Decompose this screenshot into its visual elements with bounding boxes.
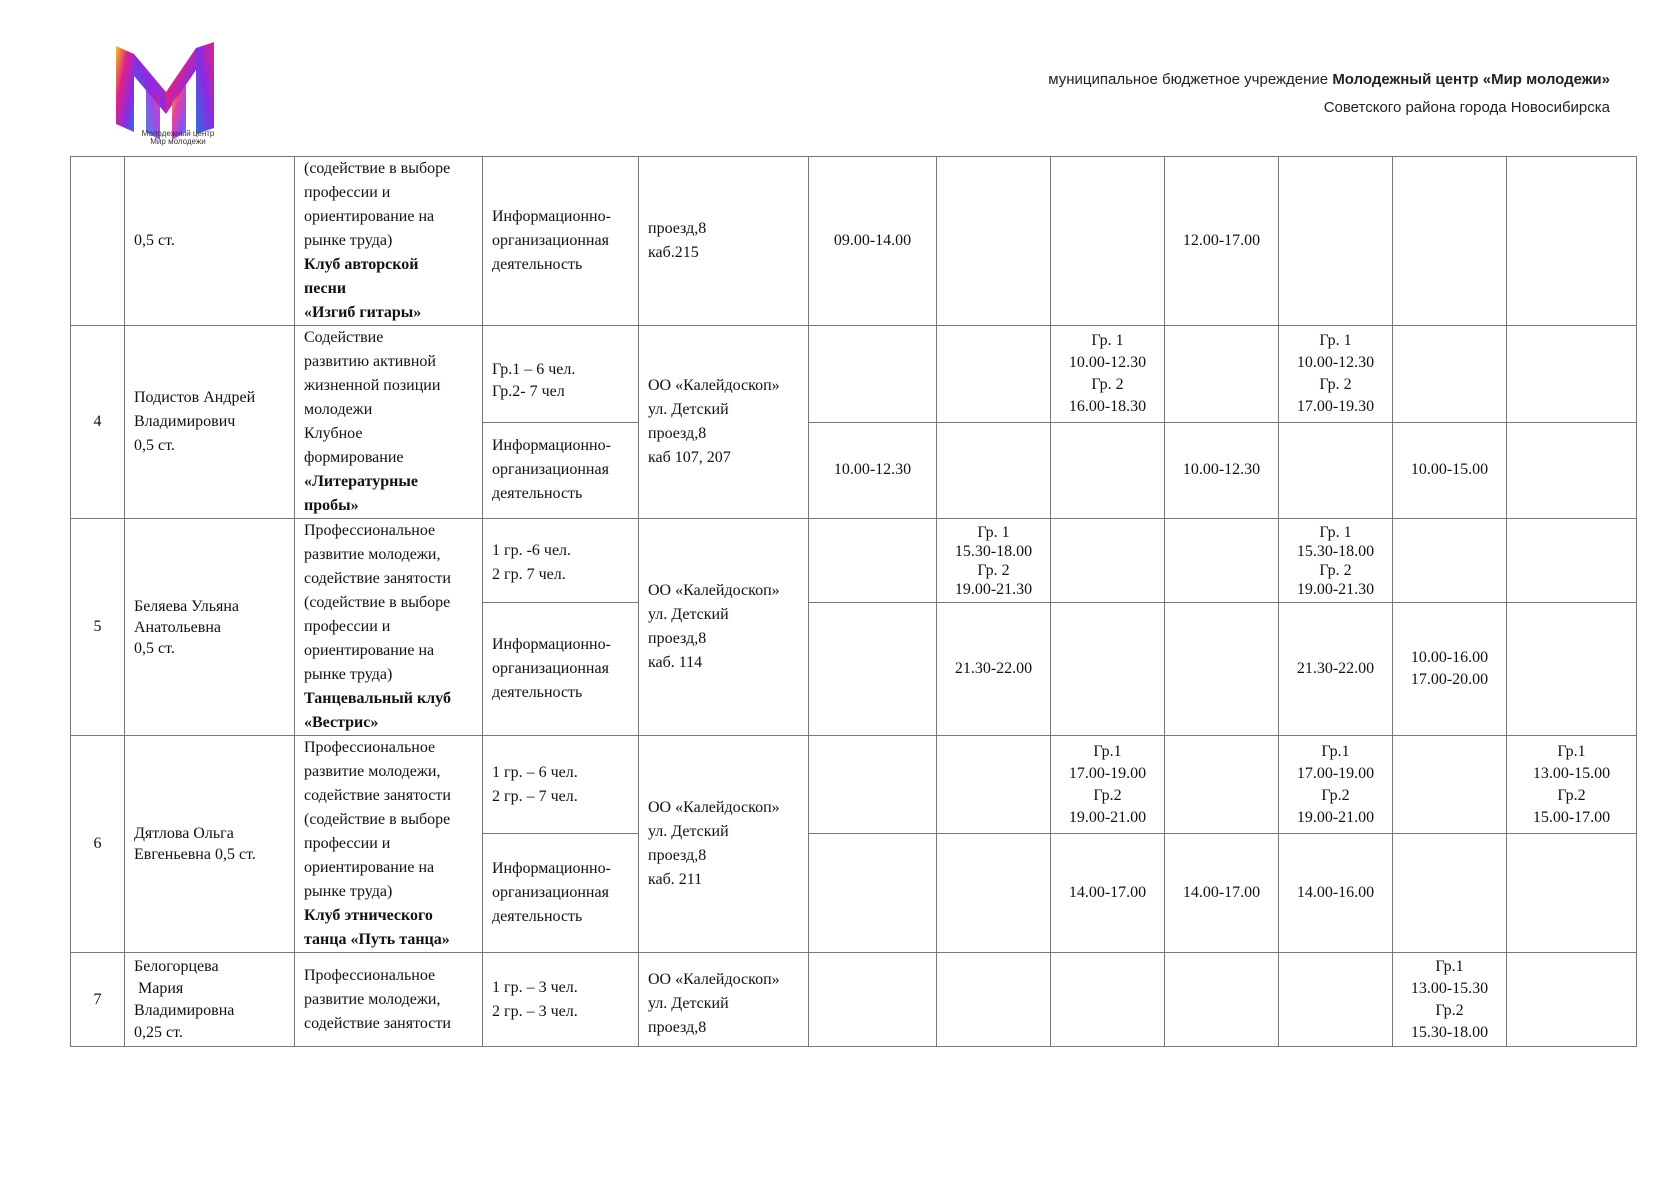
day-cell xyxy=(1051,519,1165,603)
schedule-time: 10.00-12.30 xyxy=(1182,461,1261,479)
activity-line: рынке труда) xyxy=(304,666,393,683)
day-cell xyxy=(937,736,1051,834)
club-name: Клуб авторской xyxy=(304,256,419,273)
address-cell xyxy=(639,157,809,326)
day-cell xyxy=(1279,157,1393,326)
day-cell xyxy=(937,953,1051,1047)
group-label-cell xyxy=(483,422,639,519)
logo-caption xyxy=(138,130,218,146)
day-cell xyxy=(1051,422,1165,519)
schedule-time: 13.00-15.30 xyxy=(1410,979,1489,997)
day-cell xyxy=(1165,953,1279,1047)
day-cell xyxy=(809,157,937,326)
org-line1-prefix: муниципальное бюджетное учреждение xyxy=(1048,71,1329,88)
person-cell xyxy=(125,736,295,953)
schedule-time: 17.00-20.00 xyxy=(1410,671,1489,689)
person-cell xyxy=(125,326,295,519)
day-cell xyxy=(937,326,1051,423)
activity-line: жизненной позиции xyxy=(304,377,441,394)
person-rate: 0,5 ст. xyxy=(134,639,175,657)
address-line: ул. Детский xyxy=(648,823,729,840)
schedule-time: 13.00-15.00 xyxy=(1532,764,1611,782)
schedule-time: 21.30-22.00 xyxy=(1296,660,1375,678)
person-cell xyxy=(125,953,295,1047)
day-cell xyxy=(1507,953,1637,1047)
schedule-time: 17.00-19.30 xyxy=(1296,397,1375,415)
activity-line: рынке труда) xyxy=(304,232,393,249)
group-label-cell xyxy=(483,736,639,834)
address-line: ул. Детский xyxy=(648,401,729,418)
day-cell xyxy=(1507,736,1637,834)
day-cell xyxy=(1507,603,1637,736)
day-cell xyxy=(1279,603,1393,736)
person-name: Владимирович xyxy=(134,413,236,430)
org-name: Молодежный центр «Мир молодежи» xyxy=(1332,71,1610,88)
schedule-time: Гр.1 xyxy=(1557,742,1586,760)
schedule-time: 19.00-21.00 xyxy=(1068,808,1147,826)
schedule-time: 15.00-17.00 xyxy=(1532,808,1611,826)
person-name: Мария xyxy=(134,979,184,997)
activity-line: молодежи xyxy=(304,401,373,418)
address-line: каб.215 xyxy=(648,244,699,261)
schedule-time: Гр.2 xyxy=(1093,786,1122,804)
day-cell xyxy=(1507,519,1637,603)
row-number: 5 xyxy=(71,519,125,736)
activity-line: содействие занятости xyxy=(304,570,451,587)
schedule-time: 14.00-17.00 xyxy=(1182,884,1261,902)
day-cell xyxy=(1393,603,1507,736)
schedule-table xyxy=(70,156,1637,1047)
address-cell xyxy=(639,519,809,736)
day-cell xyxy=(1507,157,1637,326)
day-cell xyxy=(1393,736,1507,834)
club-name: «Изгиб гитары» xyxy=(304,304,422,321)
activity-line: формирование xyxy=(304,449,404,466)
club-name: Клуб этнического xyxy=(304,907,433,924)
label-line: 2 гр. – 3 чел. xyxy=(492,1002,578,1020)
day-cell xyxy=(1279,736,1393,834)
schedule-time: 12.00-17.00 xyxy=(1182,232,1261,249)
org-line2: Советского района города Новосибирска xyxy=(1323,99,1610,116)
label-line: деятельность xyxy=(492,684,583,702)
day-cell xyxy=(1165,157,1279,326)
activity-line: ориентирование на xyxy=(304,642,435,659)
person-name: Анатольевна xyxy=(134,618,221,636)
schedule-time: Гр.2 xyxy=(1557,786,1586,804)
label-line: организационная xyxy=(492,461,609,479)
address-line: проезд,8 xyxy=(648,425,707,442)
day-cell xyxy=(1393,157,1507,326)
activity-line: развитие молодежи, xyxy=(304,990,441,1008)
activity-line: ориентирование на xyxy=(304,859,435,876)
address-cell xyxy=(639,326,809,519)
activity-line: содействие занятости xyxy=(304,787,451,804)
org-line1 xyxy=(1048,66,1610,94)
logo-caption-line2: Мир молодежи xyxy=(150,137,206,146)
day-cell xyxy=(937,422,1051,519)
day-cell xyxy=(1393,326,1507,423)
group-label-cell xyxy=(483,953,639,1047)
activity-cell xyxy=(295,953,483,1047)
day-cell xyxy=(1165,519,1279,603)
schedule-time: 09.00-14.00 xyxy=(833,232,912,249)
schedule-time: Гр.1 xyxy=(1321,742,1350,760)
address-line: проезд,8 xyxy=(648,220,707,237)
schedule-time: 10.00-16.00 xyxy=(1410,649,1489,667)
label-line: 2 гр. 7 чел. xyxy=(492,565,566,583)
person-name: Подистов Андрей xyxy=(134,389,256,406)
activity-line: содействие занятости xyxy=(304,1014,451,1032)
day-cell xyxy=(1507,834,1637,953)
address-cell xyxy=(639,736,809,953)
activity-line: Профессиональное xyxy=(304,739,436,756)
schedule-time: 10.00-12.30 xyxy=(1068,353,1147,371)
club-name: песни xyxy=(304,280,347,297)
label-line: Информационно- xyxy=(492,860,611,878)
label-line: организационная xyxy=(492,660,609,678)
day-cell xyxy=(1393,834,1507,953)
day-cell xyxy=(809,519,937,603)
row-number: 4 xyxy=(71,326,125,519)
row-number: 6 xyxy=(71,736,125,953)
person-name: Владимировна xyxy=(134,1001,235,1019)
address-line: проезд,8 xyxy=(648,1018,707,1036)
person-rate: 0,25 ст. xyxy=(134,1023,183,1041)
day-cell xyxy=(1279,326,1393,423)
address-line: ул. Детский xyxy=(648,606,729,623)
activity-line: развитие молодежи, xyxy=(304,763,441,780)
schedule-time: Гр. 1 xyxy=(1319,523,1352,541)
day-cell xyxy=(1165,422,1279,519)
person-cell xyxy=(125,519,295,736)
club-name: «Литературные xyxy=(304,473,418,490)
logo-caption-line1: Молодежный центр xyxy=(141,129,215,138)
day-cell xyxy=(1393,422,1507,519)
group-label-cell xyxy=(483,326,639,423)
address-line: проезд,8 xyxy=(648,630,707,647)
day-cell xyxy=(1393,953,1507,1047)
day-cell xyxy=(1165,603,1279,736)
table-row xyxy=(71,736,1637,834)
schedule-time: 14.00-16.00 xyxy=(1296,884,1375,902)
person-name: Евгеньевна 0,5 ст. xyxy=(134,846,256,863)
schedule-time: Гр.2 xyxy=(1435,1001,1464,1019)
activity-line: Профессиональное xyxy=(304,966,436,984)
activity-cell xyxy=(295,157,483,326)
schedule-time: 15.30-18.00 xyxy=(1296,542,1375,560)
schedule-time: 16.00-18.30 xyxy=(1068,397,1147,415)
schedule-time: 14.00-17.00 xyxy=(1068,884,1147,902)
day-cell xyxy=(809,736,937,834)
address-line: ОО «Калейдоскоп» xyxy=(648,377,780,394)
label-line: Информационно- xyxy=(492,437,611,455)
day-cell xyxy=(809,422,937,519)
row-number: 7 xyxy=(71,953,125,1047)
label-line: 2 гр. – 7 чел. xyxy=(492,787,578,805)
activity-cell xyxy=(295,326,483,519)
schedule-time: Гр. 2 xyxy=(1091,375,1124,393)
activity-line: Содействие xyxy=(304,329,384,346)
address-line: каб 107, 207 xyxy=(648,449,731,466)
group-label-cell xyxy=(483,519,639,603)
label-line: деятельность xyxy=(492,485,583,503)
organization-header xyxy=(1048,66,1610,122)
day-cell xyxy=(1279,953,1393,1047)
schedule-time: Гр.2 xyxy=(1321,786,1350,804)
club-name: Танцевальный клуб xyxy=(304,690,451,707)
group-label-cell xyxy=(483,834,639,953)
schedule-time: 17.00-19.00 xyxy=(1068,764,1147,782)
activity-line: Клубное xyxy=(304,425,363,442)
day-cell xyxy=(1051,603,1165,736)
group-label-cell xyxy=(483,157,639,326)
schedule-time: Гр. 1 xyxy=(1319,331,1352,349)
day-cell xyxy=(1051,736,1165,834)
day-cell xyxy=(1051,326,1165,423)
schedule-time: 19.00-21.00 xyxy=(1296,808,1375,826)
activity-cell xyxy=(295,736,483,953)
schedule-time: 15.30-18.00 xyxy=(1410,1023,1489,1041)
person-rate: 0,5 ст. xyxy=(134,437,175,454)
day-cell xyxy=(937,834,1051,953)
day-cell xyxy=(1393,519,1507,603)
day-cell xyxy=(809,953,937,1047)
label-line: Информационно- xyxy=(492,636,611,654)
club-name: танца «Путь танца» xyxy=(304,931,450,948)
label-line: организационная xyxy=(492,884,609,902)
address-line: ул. Детский xyxy=(648,994,729,1012)
person-name: Белогорцева xyxy=(134,957,219,975)
day-cell xyxy=(1165,834,1279,953)
day-cell xyxy=(1051,157,1165,326)
person-name: Дятлова Ольга xyxy=(134,825,234,842)
day-cell xyxy=(937,603,1051,736)
group-label-cell xyxy=(483,603,639,736)
address-line: каб. 211 xyxy=(648,871,703,888)
address-line: ОО «Калейдоскоп» xyxy=(648,582,780,599)
activity-cell xyxy=(295,519,483,736)
club-name: «Вестрис» xyxy=(304,714,379,731)
label-line: организационная xyxy=(492,232,609,249)
activity-line: (содействие в выборе xyxy=(304,160,451,177)
table-row xyxy=(71,953,1637,1047)
schedule-time: 15.30-18.00 xyxy=(954,542,1033,560)
schedule-time: Гр. 2 xyxy=(1319,375,1352,393)
activity-line: рынке труда) xyxy=(304,883,393,900)
schedule-time: 10.00-15.00 xyxy=(1410,461,1489,479)
schedule-time: Гр.1 xyxy=(1435,957,1464,975)
schedule-time: Гр. 2 xyxy=(1319,561,1352,579)
schedule-time: Гр. 1 xyxy=(977,523,1010,541)
day-cell xyxy=(937,157,1051,326)
address-cell xyxy=(639,953,809,1047)
day-cell xyxy=(1279,422,1393,519)
person-name: Беляева Ульяна xyxy=(134,597,240,615)
schedule-time: Гр. 1 xyxy=(1091,331,1124,349)
day-cell xyxy=(1279,834,1393,953)
activity-line: профессии и xyxy=(304,835,391,852)
activity-line: (содействие в выборе xyxy=(304,594,451,611)
day-cell xyxy=(1507,422,1637,519)
label-line: 1 гр. – 6 чел. xyxy=(492,763,578,781)
schedule-time: Гр.1 xyxy=(1093,742,1122,760)
day-cell xyxy=(1165,326,1279,423)
schedule-time: 19.00-21.30 xyxy=(1296,580,1375,598)
day-cell xyxy=(1051,834,1165,953)
schedule-time: 21.30-22.00 xyxy=(954,660,1033,678)
day-cell xyxy=(1507,326,1637,423)
schedule-time: 10.00-12.30 xyxy=(833,461,912,479)
address-line: проезд,8 xyxy=(648,847,707,864)
person-cell xyxy=(125,157,295,326)
day-cell xyxy=(809,603,937,736)
address-line: каб. 114 xyxy=(648,654,703,671)
activity-line: ориентирование на xyxy=(304,208,435,225)
schedule-time: Гр. 2 xyxy=(977,561,1010,579)
day-cell xyxy=(1279,519,1393,603)
address-line: ОО «Калейдоскоп» xyxy=(648,799,780,816)
schedule-time: 19.00-21.30 xyxy=(954,580,1033,598)
label-line: Гр.2- 7 чел xyxy=(492,382,565,400)
label-line: деятельность xyxy=(492,256,583,273)
activity-line: профессии и xyxy=(304,618,391,635)
day-cell xyxy=(809,326,937,423)
label-line: 1 гр. -6 чел. xyxy=(492,541,572,559)
schedule-time: 10.00-12.30 xyxy=(1296,353,1375,371)
person-rate: 0,5 ст. xyxy=(134,232,175,249)
label-line: 1 гр. – 3 чел. xyxy=(492,978,578,996)
label-line: Гр.1 – 6 чел. xyxy=(492,360,576,378)
activity-line: развитию активной xyxy=(304,353,436,370)
activity-line: Профессиональное xyxy=(304,522,436,539)
day-cell xyxy=(1165,736,1279,834)
day-cell xyxy=(809,834,937,953)
activity-line: развитие молодежи, xyxy=(304,546,441,563)
row-number xyxy=(71,157,125,326)
table-row xyxy=(71,519,1637,603)
table-row xyxy=(71,326,1637,423)
day-cell xyxy=(1051,953,1165,1047)
label-line: деятельность xyxy=(492,908,583,926)
label-line: Информационно- xyxy=(492,208,611,225)
activity-line: (содействие в выборе xyxy=(304,811,451,828)
schedule-time: 17.00-19.00 xyxy=(1296,764,1375,782)
address-line: ОО «Калейдоскоп» xyxy=(648,970,780,988)
club-name: пробы» xyxy=(304,497,359,514)
table-row xyxy=(71,157,1637,326)
day-cell xyxy=(937,519,1051,603)
activity-line: профессии и xyxy=(304,184,391,201)
